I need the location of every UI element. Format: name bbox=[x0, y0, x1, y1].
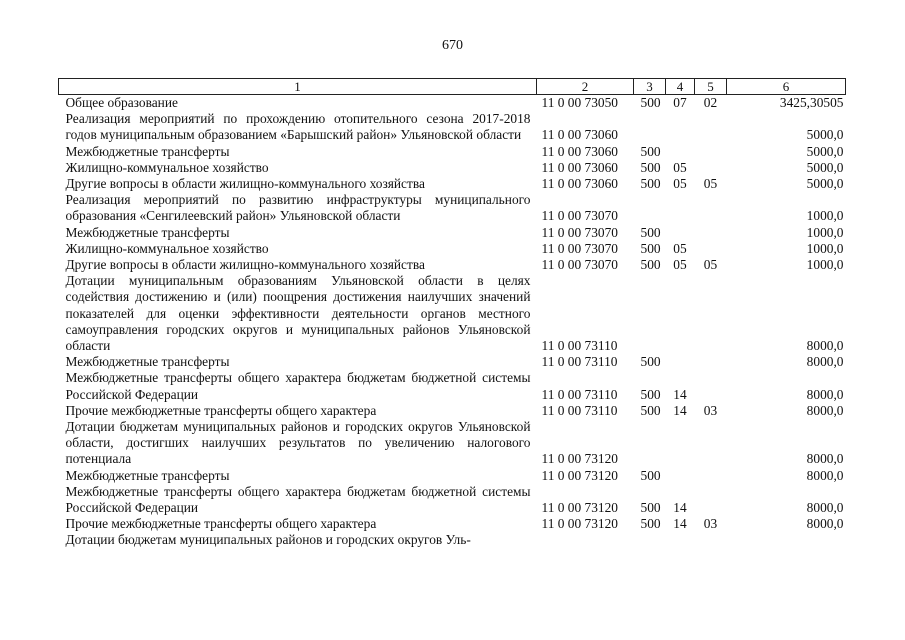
row-vr: 500 bbox=[640, 176, 661, 192]
table-row bbox=[59, 144, 846, 160]
row-sum bbox=[727, 532, 846, 548]
row-rz: 05 bbox=[673, 176, 687, 192]
row-pr bbox=[695, 192, 727, 224]
table-row bbox=[59, 516, 846, 532]
row-vr: 500 bbox=[640, 386, 661, 402]
row-sum: 3425,30505 bbox=[779, 95, 844, 110]
table-row bbox=[59, 241, 846, 257]
row-pr bbox=[695, 354, 727, 370]
row-pr: 05 bbox=[703, 176, 718, 192]
table-row bbox=[59, 160, 846, 176]
row-code: 11 0 00 73060 bbox=[541, 127, 618, 143]
row-vr: 500 bbox=[640, 159, 661, 175]
row-sum: 1000,0 bbox=[806, 240, 844, 256]
row-vr: 500 bbox=[640, 240, 661, 256]
row-sum: 8000,0 bbox=[806, 500, 844, 516]
row-pr bbox=[695, 144, 727, 160]
row-pr bbox=[695, 468, 727, 484]
row-pr bbox=[695, 241, 727, 257]
row-code: 11 0 00 73120 bbox=[541, 467, 618, 483]
table-body bbox=[59, 95, 846, 549]
row-code: 11 0 00 73060 bbox=[541, 159, 618, 175]
row-name: Реализация мероприятий по развитию инфраструктуры муниципального образования «Сенгилеевский район» Ульяновской области bbox=[65, 192, 531, 224]
row-pr: 05 bbox=[703, 257, 718, 273]
row-vr: 500 bbox=[640, 354, 661, 370]
row-pr bbox=[695, 273, 727, 354]
row-vr: 500 bbox=[640, 402, 661, 418]
table-row bbox=[59, 532, 846, 548]
row-name: Жилищно-коммунальное хозяйство bbox=[65, 159, 269, 175]
budget-table bbox=[58, 78, 846, 549]
row-rz bbox=[666, 468, 695, 484]
row-sum: 8000,0 bbox=[806, 338, 844, 354]
row-rz bbox=[666, 111, 695, 143]
row-vr bbox=[634, 111, 666, 143]
row-name: Межбюджетные трансферты bbox=[65, 224, 230, 240]
row-sum: 8000,0 bbox=[806, 467, 844, 483]
header-col-6: 6 bbox=[727, 79, 846, 95]
header-col-1: 1 bbox=[59, 79, 537, 95]
row-sum: 5000,0 bbox=[806, 143, 844, 159]
table-header-row bbox=[59, 79, 846, 95]
table-row bbox=[59, 273, 846, 354]
row-name: Общее образование bbox=[65, 95, 178, 110]
row-rz bbox=[666, 273, 695, 354]
row-code: 11 0 00 73110 bbox=[541, 386, 618, 402]
row-name: Межбюджетные трансферты bbox=[65, 354, 230, 370]
row-name: Межбюджетные трансферты bbox=[65, 467, 230, 483]
row-sum: 8000,0 bbox=[806, 354, 844, 370]
table-row bbox=[59, 419, 846, 468]
table-row bbox=[59, 354, 846, 370]
row-vr: 500 bbox=[640, 467, 661, 483]
row-vr: 500 bbox=[640, 143, 661, 159]
row-pr bbox=[695, 225, 727, 241]
header-col-4: 4 bbox=[666, 79, 695, 95]
row-sum: 5000,0 bbox=[806, 127, 844, 143]
row-code: 11 0 00 73110 bbox=[541, 338, 618, 354]
table-row bbox=[59, 95, 846, 112]
row-vr bbox=[634, 273, 666, 354]
row-name: Межбюджетные трансферты общего характера бюджетам бюджетной системы Российской Федерации bbox=[65, 370, 531, 402]
row-name: Межбюджетные трансферты общего характера бюджетам бюджетной системы Российской Федерации bbox=[65, 483, 531, 516]
row-name: Дотации бюджетам муниципальных районов и городских округов Ульяновской области, достигших наилучших результатов по увеличению налогового потенциала bbox=[65, 419, 531, 467]
row-name: Жилищно-коммунальное хозяйство bbox=[65, 240, 269, 256]
row-pr: 03 bbox=[703, 402, 718, 418]
row-code: 11 0 00 73070 bbox=[541, 208, 618, 224]
row-rz: 05 bbox=[673, 159, 687, 175]
table-row bbox=[59, 225, 846, 241]
row-vr bbox=[634, 192, 666, 224]
row-rz: 07 bbox=[673, 95, 687, 110]
row-sum: 5000,0 bbox=[806, 159, 844, 175]
row-code: 11 0 00 73060 bbox=[541, 143, 618, 159]
table-row bbox=[59, 257, 846, 273]
row-rz bbox=[666, 354, 695, 370]
table-row bbox=[59, 176, 846, 192]
row-code: 11 0 00 73120 bbox=[541, 516, 618, 532]
row-name: Дотации бюджетам муниципальных районов и городских округов Уль- bbox=[65, 532, 471, 548]
row-vr: 500 bbox=[640, 224, 661, 240]
row-name: Прочие межбюджетные трансферты общего характера bbox=[65, 516, 377, 532]
row-rz: 14 bbox=[673, 516, 687, 532]
row-pr: 03 bbox=[703, 516, 718, 532]
table-row bbox=[59, 403, 846, 419]
row-pr bbox=[695, 160, 727, 176]
row-sum: 8000,0 bbox=[806, 402, 844, 418]
row-vr: 500 bbox=[640, 257, 661, 273]
page-number: 670 bbox=[442, 38, 463, 53]
row-sum: 8000,0 bbox=[806, 451, 844, 467]
row-code: 11 0 00 73050 bbox=[541, 95, 618, 110]
row-pr bbox=[695, 370, 727, 402]
row-code: 11 0 00 73070 bbox=[541, 240, 618, 256]
row-name: Другие вопросы в области жилищно-коммунального хозяйства bbox=[65, 257, 425, 273]
row-sum: 1000,0 bbox=[806, 224, 844, 240]
row-vr: 500 bbox=[640, 516, 661, 532]
row-rz: 14 bbox=[673, 386, 687, 402]
row-vr bbox=[634, 532, 666, 548]
header-col-3: 3 bbox=[634, 79, 666, 95]
row-pr bbox=[695, 419, 727, 468]
row-vr: 500 bbox=[640, 95, 661, 110]
table-row bbox=[59, 468, 846, 484]
row-sum: 8000,0 bbox=[806, 516, 844, 532]
row-code: 11 0 00 73110 bbox=[541, 354, 618, 370]
row-code: 11 0 00 73070 bbox=[541, 224, 618, 240]
row-pr bbox=[695, 532, 727, 548]
row-rz bbox=[666, 419, 695, 468]
header-col-2: 2 bbox=[537, 79, 634, 95]
row-code: 11 0 00 73070 bbox=[541, 257, 618, 273]
row-name: Другие вопросы в области жилищно-коммунального хозяйства bbox=[65, 176, 425, 192]
row-sum: 1000,0 bbox=[806, 257, 844, 273]
row-code: 11 0 00 73110 bbox=[541, 402, 618, 418]
table-row bbox=[59, 370, 846, 402]
row-rz: 05 bbox=[673, 257, 687, 273]
row-code: 11 0 00 73120 bbox=[541, 451, 618, 467]
row-vr: 500 bbox=[640, 500, 661, 516]
row-sum: 1000,0 bbox=[806, 208, 844, 224]
row-rz bbox=[666, 192, 695, 224]
table-row bbox=[59, 484, 846, 516]
row-sum: 5000,0 bbox=[806, 176, 844, 192]
row-name: Межбюджетные трансферты bbox=[65, 143, 230, 159]
row-name: Реализация мероприятий по прохождению отопительного сезона 2017-2018 годов муниципальным образованием «Барышский район» Ульяновской области bbox=[65, 111, 531, 143]
row-pr bbox=[695, 111, 727, 143]
header-col-5: 5 bbox=[695, 79, 727, 95]
table-row bbox=[59, 111, 846, 143]
table-row bbox=[59, 192, 846, 224]
row-rz: 14 bbox=[673, 402, 687, 418]
row-rz: 05 bbox=[673, 240, 687, 256]
row-rz bbox=[666, 144, 695, 160]
row-code bbox=[537, 532, 634, 548]
row-pr bbox=[695, 484, 727, 516]
row-vr bbox=[634, 419, 666, 468]
row-sum: 8000,0 bbox=[806, 386, 844, 402]
row-pr: 02 bbox=[703, 95, 718, 110]
row-name: Прочие межбюджетные трансферты общего характера bbox=[65, 402, 377, 418]
row-rz bbox=[666, 532, 695, 548]
row-name: Дотации муниципальным образованиям Ульяновской области в целях содействия достижению и (или) поощрения достижения наилучших значений показателей для оценки эффективности деятельности органов местного самоуправления городских округов и муниципальных районов Ульяновской области bbox=[65, 273, 531, 354]
row-code: 11 0 00 73060 bbox=[541, 176, 618, 192]
row-code: 11 0 00 73120 bbox=[541, 500, 618, 516]
row-rz: 14 bbox=[673, 500, 687, 516]
row-rz bbox=[666, 225, 695, 241]
